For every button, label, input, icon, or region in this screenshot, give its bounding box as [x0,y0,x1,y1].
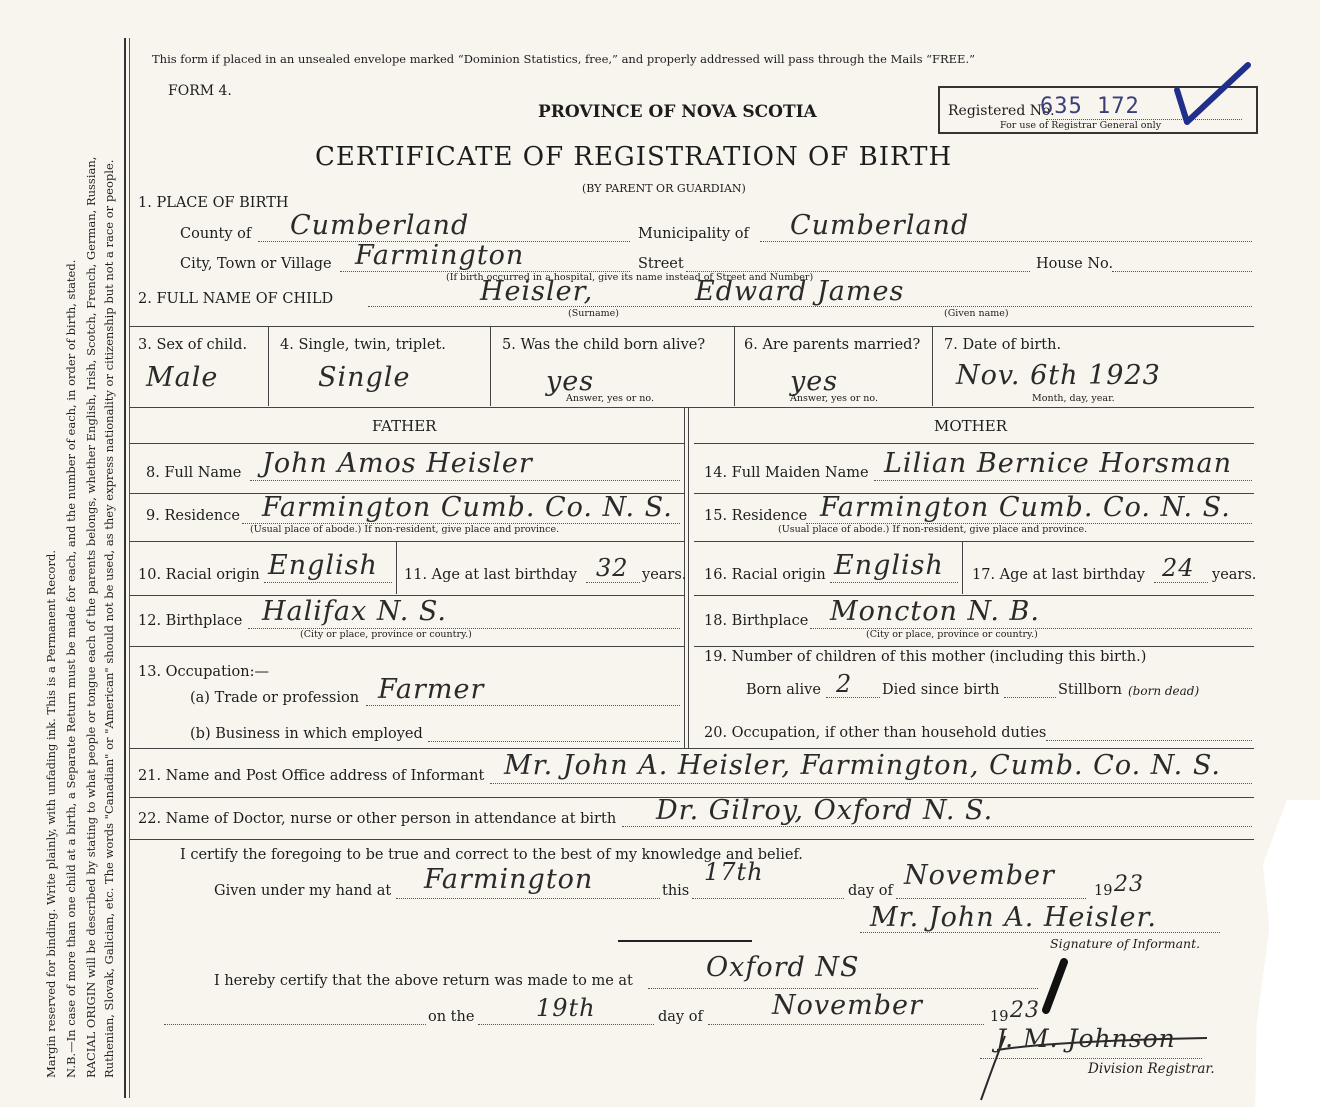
certificate-title: CERTIFICATE OF REGISTRATION OF BIRTH [315,142,953,172]
city-value: Farmington [355,240,525,271]
return-year: 23 [1010,998,1040,1023]
plurality-value: Single [318,362,411,393]
alive-value: yes [546,366,595,397]
sex-label: 3. Sex of child. [138,337,248,353]
municipality-value: Cumberland [790,210,970,241]
given-name-caption: (Given name) [944,308,1009,319]
father-age-unit: years. [642,567,687,583]
children-label: 19. Number of children of this mother (including this birth.) [704,649,1147,665]
signature-caption: Signature of Informant. [1050,936,1201,951]
mother-name-label: 14. Full Maiden Name [704,465,869,481]
mother-residence-value: Farmington Cumb. Co. N. S. [820,492,1231,523]
born-alive-label: Born alive [746,682,821,698]
father-residence-label: 9. Residence [146,508,240,524]
given-label: Given under my hand at [214,883,392,899]
dob-value: Nov. 6th 1923 [956,360,1161,391]
mother-racial-value: English [834,550,944,581]
father-name-value: John Amos Heisler [262,448,533,479]
married-label: 6. Are parents married? [744,337,921,353]
mother-age-unit: years. [1212,567,1257,583]
envelope-note: This form if placed in an unsealed envelope marked “Dominion Statistics, free,” and properly addressed will pass through the Mails “FREE.” [152,52,975,66]
given-day: 17th [704,858,764,886]
born-alive-value: 2 [836,670,853,698]
father-racial-label: 10. Racial origin [138,567,260,583]
certify-statement: I certify the foregoing to be true and correct to the best of my knowledge and belief. [180,847,803,863]
margin-note-3: RACIAL ORIGIN will be described by stating to what people or tongue each of the parents belongs, whether English, Irish, Scotch, French, German, Russian, [84,156,98,1078]
informant-signature: Mr. John A. Heisler. [870,902,1158,933]
doctor-value: Dr. Gilroy, Oxford N. S. [656,795,994,826]
return-day-of-label: day of [658,1009,703,1025]
mother-residence-label: 15. Residence [704,508,808,524]
doctor-label: 22. Name of Doctor, nurse or other person in attendance at birth [138,811,617,827]
registered-label: Registered No. [948,103,1055,119]
mother-birthplace-value: Moncton N. B. [830,596,1040,627]
stillborn-note: (born dead) [1128,684,1200,698]
father-age-value: 32 [596,554,629,582]
margin-note-1: Margin reserved for binding. Write plainly, with unfading ink. This is a Permanent Record. [44,550,58,1078]
married-value: yes [790,366,839,397]
father-heading: FATHER [372,417,437,435]
city-label: City, Town or Village [180,256,332,272]
county-label: County of [180,226,252,242]
county-value: Cumberland [290,210,470,241]
trade-label: (a) Trade or profession [190,690,360,706]
mother-heading: MOTHER [934,417,1007,435]
father-birthplace-caption: (City or place, province or country.) [300,629,472,640]
margin-note-2: N.B.—In case of more than one child at a birth, a Separate Return must be made for each, and the number of each, in order of birth, stated. [64,259,78,1078]
province-title: PROVINCE OF NOVA SCOTIA [538,102,817,122]
margin-note-4: Ruthenian, Slovak, Galician, etc. The words "Canadian" or "American" should not be used, as they express nationality or citizenship but not a race or people. [102,159,116,1078]
father-birthplace-value: Halifax N. S. [262,596,447,627]
margin-rule [124,38,126,1098]
married-caption: Answer, yes or no. [790,393,879,404]
mother-name-value: Lilian Bernice Horsman [884,448,1232,479]
mother-birthplace-label: 18. Birthplace [704,613,809,629]
sex-value: Male [146,362,219,393]
place-of-birth-heading: 1. PLACE OF BIRTH [138,195,289,211]
father-birthplace-label: 12. Birthplace [138,613,243,629]
child-name-label: 2. FULL NAME OF CHILD [138,291,334,307]
dob-label: 7. Date of birth. [944,337,1062,353]
mother-occupation-label: 20. Occupation, if other than household duties [704,725,1047,741]
return-label: I hereby certify that the above return was made to me at [214,973,633,989]
alive-label: 5. Was the child born alive? [502,337,706,353]
given-this-label: this [662,883,690,899]
house-label: House No. [1036,256,1114,272]
return-year-prefix: 19 [990,1009,1009,1025]
plurality-label: 4. Single, twin, triplet. [280,337,446,353]
mother-racial-label: 16. Racial origin [704,567,826,583]
alive-caption: Answer, yes or no. [566,393,655,404]
father-residence-value: Farmington Cumb. Co. N. S. [262,492,673,523]
given-month: November [904,860,1055,891]
return-month: November [772,990,923,1021]
father-residence-caption: (Usual place of abode.) If non-resident, give place and province. [250,524,560,535]
registrar-caption: Division Registrar. [1088,1061,1215,1077]
return-place: Oxford NS [706,952,860,983]
occupation-label: 13. Occupation:— [138,664,269,680]
registrar-signature: J. M. Johnson [996,1024,1176,1053]
mother-birthplace-caption: (City or place, province or country.) [866,629,1038,640]
given-year: 23 [1114,872,1144,897]
municipality-label: Municipality of [638,226,749,242]
stillborn-label: Stillborn [1058,682,1122,698]
return-on-the-label: on the [428,1009,475,1025]
street-label: Street [638,256,684,272]
informant-label: 21. Name and Post Office address of Informant [138,768,485,784]
child-surname: Heisler, [480,276,594,307]
mother-residence-caption: (Usual place of abode.) If non-resident, give place and province. [778,524,1088,535]
informant-value: Mr. John A. Heisler, Farmington, Cumb. Co. N. S. [504,750,1221,781]
business-label: (b) Business in which employed [190,726,423,742]
mother-age-label: 17. Age at last birthday [972,567,1145,583]
father-racial-value: English [268,550,378,581]
hospital-note: (If birth occurred in a hospital, give its name instead of Street and Number) [446,272,814,283]
died-label: Died since birth [882,682,1000,698]
return-day: 19th [536,994,596,1022]
registrar-note: For use of Registrar General only [1000,120,1162,131]
given-place: Farmington [424,864,594,895]
certificate-subtitle: (BY PARENT OR GUARDIAN) [582,182,746,195]
registered-number: 635 172 [1040,94,1140,119]
margin-rule-inner [129,38,130,1098]
father-age-label: 11. Age at last birthday [404,567,577,583]
surname-caption: (Surname) [568,308,619,319]
check-mark-icon [1165,60,1255,135]
given-day-of-label: day of [848,883,893,899]
form-number: FORM 4. [168,83,232,99]
mother-age-value: 24 [1162,554,1195,582]
given-year-prefix: 19 [1094,883,1113,899]
trade-value: Farmer [378,674,485,705]
father-name-label: 8. Full Name [146,465,242,481]
child-given-name: Edward James [695,276,905,307]
dob-caption: Month, day, year. [1032,393,1115,404]
